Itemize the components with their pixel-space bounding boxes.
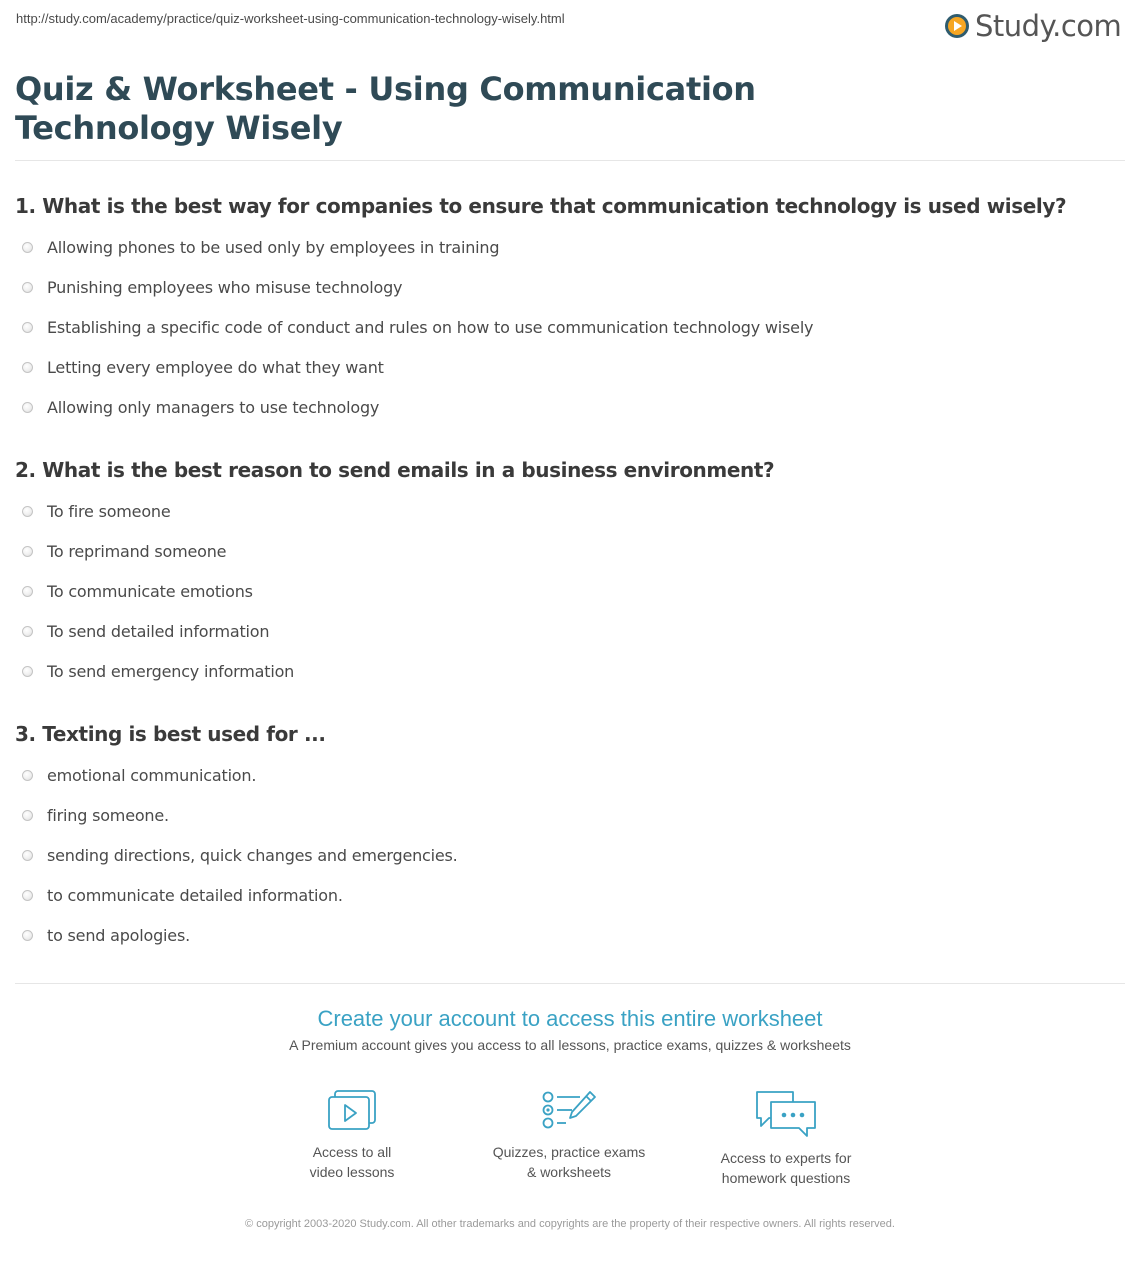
answer-label: Allowing phones to be used only by employees in training [47,237,500,257]
radio-button[interactable] [22,810,33,821]
copyright-notice: © copyright 2003-2020 Study.com. All other trademarks and copyrights are the property of their respective owners. All rights reserved. [245,1218,895,1230]
question-2: 2. What is the best reason to send emails in a business environment? [15,458,775,482]
logo-text: Study.com [975,9,1122,43]
answer-label: To reprimand someone [47,541,227,561]
radio-button[interactable] [22,586,33,597]
page-title: Quiz & Worksheet - Using Communication Technology Wisely [15,70,756,147]
question-2-options [22,491,294,691]
feature-line-1: Quizzes, practice exams [492,1144,646,1160]
question-1-options [22,227,813,427]
feature-line-2: video lessons [309,1164,395,1180]
answer-option[interactable] [22,835,458,875]
video-lessons-icon [326,1088,378,1134]
radio-button[interactable] [22,850,33,861]
answer-option[interactable] [22,227,813,267]
feature-video-lessons [252,1088,452,1182]
answer-option[interactable] [22,491,294,531]
radio-button[interactable] [22,890,33,901]
page-url: http://study.com/academy/practice/quiz-worksheet-using-communication-technology-wisely.html [16,11,565,26]
answer-label: Punishing employees who misuse technology [47,277,403,297]
answer-option[interactable] [22,795,458,835]
feature-experts [686,1088,886,1188]
radio-button[interactable] [22,282,33,293]
answer-label: To send detailed information [47,621,270,641]
radio-button[interactable] [22,506,33,517]
answer-option[interactable] [22,387,813,427]
answer-option[interactable] [22,307,813,347]
feature-line-1: Access to all [312,1144,392,1160]
answer-option[interactable] [22,915,458,955]
answer-option[interactable] [22,755,458,795]
answer-label: To communicate emotions [47,581,253,601]
feature-line-2: homework questions [721,1170,851,1186]
answer-label: Letting every employee do what they want [47,357,384,377]
answer-label: to send apologies. [47,925,190,945]
answer-option[interactable] [22,267,813,307]
radio-button[interactable] [22,242,33,253]
answer-label: firing someone. [47,805,169,825]
radio-button[interactable] [22,546,33,557]
chat-bubbles-icon [753,1088,819,1140]
answer-label: sending directions, quick changes and emergencies. [47,845,458,865]
answer-option[interactable] [22,611,294,651]
study-logo[interactable] [944,6,1121,46]
radio-button[interactable] [22,362,33,373]
answer-label: To fire someone [47,501,171,521]
answer-label: To send emergency information [47,661,295,681]
quiz-divider [15,983,1125,984]
question-3-options [22,755,458,955]
quiz-checklist-icon [540,1088,598,1134]
create-account-link[interactable]: Create your account to access this entire worksheet [317,1006,823,1031]
radio-button[interactable] [22,930,33,941]
radio-button[interactable] [22,322,33,333]
feature-line-2: & worksheets [526,1164,612,1180]
answer-label: Allowing only managers to use technology [47,397,380,417]
answer-label: to communicate detailed information. [47,885,343,905]
title-divider [15,160,1125,161]
answer-option[interactable] [22,531,294,571]
feature-line-1: Access to experts for [720,1150,852,1166]
radio-button[interactable] [22,402,33,413]
feature-quizzes [469,1088,669,1182]
answer-option[interactable] [22,347,813,387]
answer-label: Establishing a specific code of conduct and rules on how to use communication technology wisely [47,317,814,337]
study-play-logo-icon [944,13,970,39]
question-3: 3. Texting is best used for ... [15,722,326,746]
answer-option[interactable] [22,651,294,691]
radio-button[interactable] [22,666,33,677]
radio-button[interactable] [22,626,33,637]
answer-option[interactable] [22,875,458,915]
question-1: 1. What is the best way for companies to ensure that communication technology is used wisely? [15,194,1067,218]
premium-description: A Premium account gives you access to all lessons, practice exams, quizzes & worksheets [289,1037,851,1053]
answer-label: emotional communication. [47,765,257,785]
answer-option[interactable] [22,571,294,611]
radio-button[interactable] [22,770,33,781]
